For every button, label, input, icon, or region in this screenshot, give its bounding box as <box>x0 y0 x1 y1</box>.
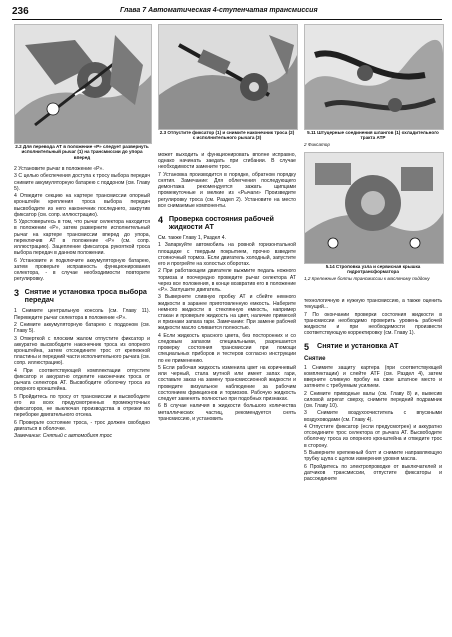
page-header <box>12 6 442 20</box>
paragraph: технологичную и нужную трансмиссию, а также оценить текущий... <box>304 298 442 311</box>
section-title: Проверка состояния рабочей жидкости АТ <box>168 214 274 232</box>
paragraph: 4 При соответствующей комплектации отпустите фиксатор и аккуратно отделите наконечник троса от рычага селектора АТ. Высвободите оболочку троса из опорного кронштейна. <box>14 367 150 393</box>
paragraph: 7 По окончании проверки состояния жидкости в трансмиссии необходимо проверить уровень рабочей жидкости и при необходимости произвести соответствующую корректировку (см. Главу 1). <box>304 311 442 337</box>
paragraph: 2 Снимите приводные валы (см. Главу 8) и, вывесив силовой агрегат сверху, снимите передний подрамник (см. Главу 10). <box>304 390 442 410</box>
figure-2-3-caption: 2.3 Отпустите фиксатор (1) и снимите наконечник троса (2) с исполнительного рычага (3) <box>159 130 295 141</box>
figure-5-11-photo <box>304 24 444 130</box>
text-column-2 <box>158 152 296 423</box>
subheading: Снятие <box>304 356 326 363</box>
paragraph: 4 Отпустите фиксатор (если предусмотрен) и аккуратно отсоедините трос селектора от рычага АТ. Высвободите оболочку троса из опорного кронштейна и отведите трос в сторону. <box>304 424 442 449</box>
paragraph: 5 Выверните крепежный болт и снимите направляющую трубку щупа с щупом измерения уровня масла. <box>304 450 442 463</box>
paragraph: 4 Отведите секцию на картере трансмиссии опорный кронштейн крепления троса выбора передач высвободите из него наконечник последнего, закрутив фиксатор (см. сопр. иллюстрацию). <box>14 193 150 218</box>
section-5-heading <box>304 342 442 352</box>
paragraph: 3 Выверните сливную пробку АТ и сбейте немного жидкости в заранее приготовленную емкость. Наберите немного жидкости в стеклянную емкость, например стакан и проверьте жидкость на цвет, наличие примесей и признаки запаха гари. Замечание: При замене рабочей жидкости масло сливается полностью. <box>158 294 296 332</box>
paragraph: 6 Проверьте состояние троса, - трос должен свободно двигаться в оболочке. <box>14 419 150 432</box>
cable-end-photo <box>159 25 297 129</box>
figure-5-11-legend: 2 Фиксатор <box>304 142 330 147</box>
figure-5-14-legend: 1,2 Крепежные болты трансмиссии к масляному поддону <box>304 276 430 281</box>
section-number: 3 <box>14 288 20 299</box>
page-number: 236 <box>12 6 29 17</box>
transmission-lever-photo <box>15 25 151 143</box>
paragraph: 6 Установите и подключите аккумуляторную батарею, затем проверьте исправность функционирования селектора, - в случае необходимости повторите регулировку. <box>14 257 150 283</box>
paragraph: 2 При работающем двигателе выжмите педаль ножного тормоза и поочередно проведите рычаг селектора АТ через все положения, в конце возвратив его в положение «P». Заглушите двигатель. <box>158 268 296 294</box>
figure-5-14-photo <box>304 152 444 264</box>
paragraph: 4 Если жидкость красного цвета, без посторонних и со следовым запахом специальными, разрешается проверку состояния трансмиссии при помощи специальных приборов и тестеров согласно инструкции по ее применению. <box>158 332 296 364</box>
figure-5-14-caption: 5.14 Строповка узла и сервисная крышка гидротрансформатора <box>325 264 421 275</box>
paragraph: 7 Установка производится в порядке, обратном порядку снятия. Замечание: Для облегчения последующего демонтажа рекомендуется зажать щипцами промежуточные и мелкие из «Рычаги» Произведите регулировку троса (см. Раздел 2). Установите на место все снимаемые компоненты. <box>158 171 296 209</box>
converter-cover-photo <box>305 153 443 263</box>
note: Замечание: Снятый с автомобиля трос <box>14 433 113 440</box>
paragraph: См. также Главу 1, Раздел 4. <box>158 235 226 242</box>
figure-2-2-photo <box>14 24 152 144</box>
cooler-hose-photo <box>305 25 443 129</box>
paragraph: 2 Снимите аккумуляторную батарею с поддоном (см. Главу 5). <box>14 322 150 335</box>
paragraph: 5 Пройдитесь по тросу от трансмиссии и высвободите его из всех предусмотренных промежуточных фиксаторов, не выключая производства в отрезки по переборке двигательного отсека. <box>14 393 150 419</box>
section-3-heading <box>14 288 150 304</box>
section-title: Снятие и установка АТ <box>317 341 399 351</box>
figure-2-2-caption: 2.2 Для перевода АТ в положение «P» следует развернуть исполнительный рычаг (1) на трансмиссии до упора вперед <box>15 144 149 160</box>
section-4-heading <box>158 215 296 231</box>
figure-5-11-caption: 5.11 Штуцерные соединения шлангов (1) охладительного тракта АТР <box>307 130 439 141</box>
section-title: Снятие и установка троса выбора передач <box>24 287 147 305</box>
header-rule <box>12 19 442 20</box>
paragraph: может выходить и функционировать вполне исправно, однако начинать заедать при сгибании. В случае необходимости замените трос. <box>158 152 296 171</box>
paragraph: 6 Пройдитесь по электропроводке от выключателей и датчиков трансмиссии, отпустите фиксаторы и рассоедините <box>304 463 442 482</box>
paragraph: 5 Удостоверьтесь в том, что рычаг селектора находится в положении «P», затем разверните исполнительный рычаг на картере трансмиссии вперед до упора, переключив АТ в положение «P» (см. сопр. иллюстрацию). Зацепление фиксатора рукояткой троса выбора передач в данном положении. <box>14 219 150 257</box>
section-number: 5 <box>304 342 310 353</box>
paragraph: 1 Снимите защиту картера (при соответствующей комплектации) и слейте АТF (см. Раздел 4), затем вверните сливную пробку на свое штатное место и затяните с требуемым усилием. <box>304 364 442 390</box>
text-column-3 <box>304 298 442 483</box>
paragraph: 3 С целью обеспечения доступа к тросу выбора передач снимите аккумуляторную батарею с поддоном (см. Главу 5). <box>14 173 150 192</box>
paragraph: 5 Если рабочая жидкость изменила цвет на коричневый или черный, стала мутной или имеет запах гари, составьте заказ на замену трансмиссионной жидкости и проведите визуальное наблюдение за рабочим состоянием фрикционов и тормозов. Рабочую жидкость следует заменять полностью при подобных признаках. <box>158 365 296 403</box>
paragraph: 2 Установите рычаг в положение «P». <box>14 166 104 172</box>
paragraph: 1 Запаркуйте автомобиль на ровной горизонтальной площадке с твердым покрытием, прочно взведите стояночный тормоз. Если двигатель холодный, запустите его и прогрейте на холостых оборотах. <box>158 242 296 268</box>
paragraph: 3 Снимите воздухоочиститель с впускными воздуховодами (см. Главу 4). <box>304 410 442 423</box>
text-column-1 <box>14 166 150 441</box>
section-number: 4 <box>158 215 164 226</box>
paragraph: 3 Отверткой с плоским жалом отпустите фиксатор и аккуратно высвободите наконечник троса из опорного кронштейна, затем отсоедините трос от крепежной пластины и передний части исполнительного рычага (см. сопр. иллюстрацию). <box>14 335 150 367</box>
paragraph: 6 В случае наличия в жидкости большого количества металлических частиц, рекомендуется снять трансмиссию, и установить <box>158 403 296 422</box>
paragraph: 1 Снимите центральную консоль (см. Главу 11). Переведите рычаг селектора в положение «P». <box>14 308 150 321</box>
chapter-title: Глава 7 Автоматическая 4-ступенчатая трансмиссия <box>120 7 318 14</box>
figure-2-3-photo <box>158 24 298 130</box>
